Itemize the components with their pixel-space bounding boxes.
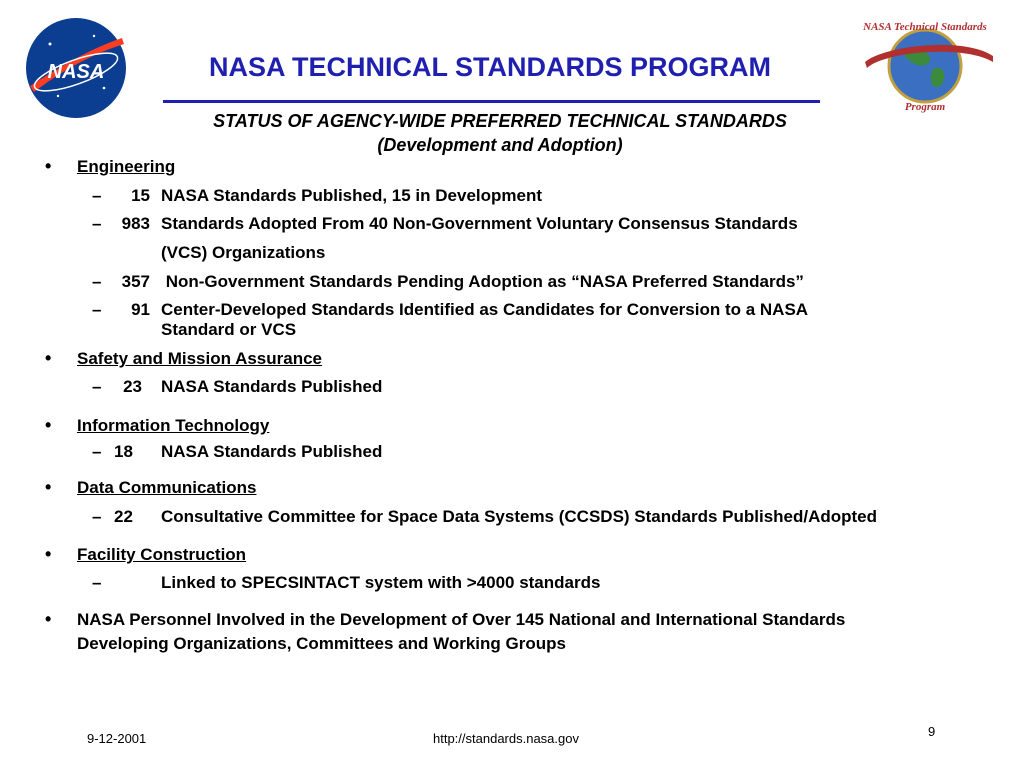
- engineering-count-3: 357: [121, 272, 150, 291]
- engineering-item-4: Center-Developed Standards Identified as Candidates for Conversion to a NASA: [161, 300, 809, 319]
- personnel-line-1: NASA Personnel Involved in the Development of Over 145 National and International Standards: [77, 610, 846, 629]
- dash-icon: –: [92, 573, 102, 592]
- subtitle-line-2: (Development and Adoption): [377, 135, 623, 155]
- dash-icon: –: [92, 377, 102, 396]
- svg-text:NASA Technical Standards: NASA Technical Standards: [863, 21, 987, 33]
- section-heading-facility: Facility Construction: [77, 545, 247, 564]
- engineering-item-3: Non-Government Standards Pending Adoption as “NASA Preferred Standards”: [161, 272, 804, 291]
- section-heading-safety: Safety and Mission Assurance: [77, 349, 323, 368]
- dash-icon: –: [92, 442, 102, 461]
- nasa-logo-icon: [24, 16, 128, 120]
- safety-count: 23: [123, 377, 142, 396]
- bullet-icon: •: [45, 415, 52, 435]
- dash-icon: –: [92, 186, 102, 205]
- engineering-count-4: 91: [131, 300, 150, 319]
- section-heading-data-comm: Data Communications: [77, 478, 257, 497]
- bullet-icon: •: [45, 477, 52, 497]
- data-comm-item: Consultative Committee for Space Data Systems (CCSDS) Standards Published/Adopted: [161, 507, 878, 526]
- title-underline: [163, 100, 820, 103]
- engineering-count-2: 983: [121, 214, 150, 233]
- dash-icon: –: [92, 214, 102, 233]
- personnel-line-2: Developing Organizations, Committees and Working Groups: [77, 634, 566, 653]
- engineering-item-2-continued: (VCS) Organizations: [161, 243, 326, 262]
- page-number: 9: [928, 724, 936, 739]
- engineering-item-4-continued: Standard or VCS: [161, 320, 297, 339]
- footer-date: 9-12-2001: [87, 731, 147, 746]
- subtitle: [100, 109, 900, 157]
- safety-item: NASA Standards Published: [161, 377, 383, 396]
- section-heading-it: Information Technology: [77, 416, 270, 435]
- subtitle-line-1: STATUS OF AGENCY-WIDE PREFERRED TECHNICAL STANDARDS: [213, 111, 787, 131]
- it-item: NASA Standards Published: [161, 442, 383, 461]
- engineering-item-2: Standards Adopted From 40 Non-Government Voluntary Consensus Standards: [161, 214, 798, 233]
- engineering-count-1: 15: [131, 186, 150, 205]
- dash-icon: –: [92, 272, 102, 291]
- bullet-icon: •: [45, 348, 52, 368]
- svg-text:Program: Program: [904, 101, 946, 113]
- data-comm-count: 22: [114, 507, 133, 526]
- bullet-icon: •: [45, 156, 52, 176]
- svg-text:NASA: NASA: [47, 61, 105, 83]
- bullet-icon: •: [45, 609, 52, 629]
- engineering-item-1: NASA Standards Published, 15 in Development: [161, 186, 543, 205]
- section-heading-engineering: Engineering: [77, 157, 176, 176]
- technical-standards-program-logo-icon: [843, 16, 1008, 113]
- dash-icon: –: [92, 507, 102, 526]
- facility-item: Linked to SPECSINTACT system with >4000 standards: [161, 573, 601, 592]
- dash-icon: –: [92, 300, 102, 319]
- page-title: NASA TECHNICAL STANDARDS PROGRAM: [208, 52, 771, 82]
- bullet-icon: •: [45, 544, 52, 564]
- footer-url[interactable]: http://standards.nasa.gov: [433, 731, 579, 746]
- it-count: 18: [114, 442, 133, 461]
